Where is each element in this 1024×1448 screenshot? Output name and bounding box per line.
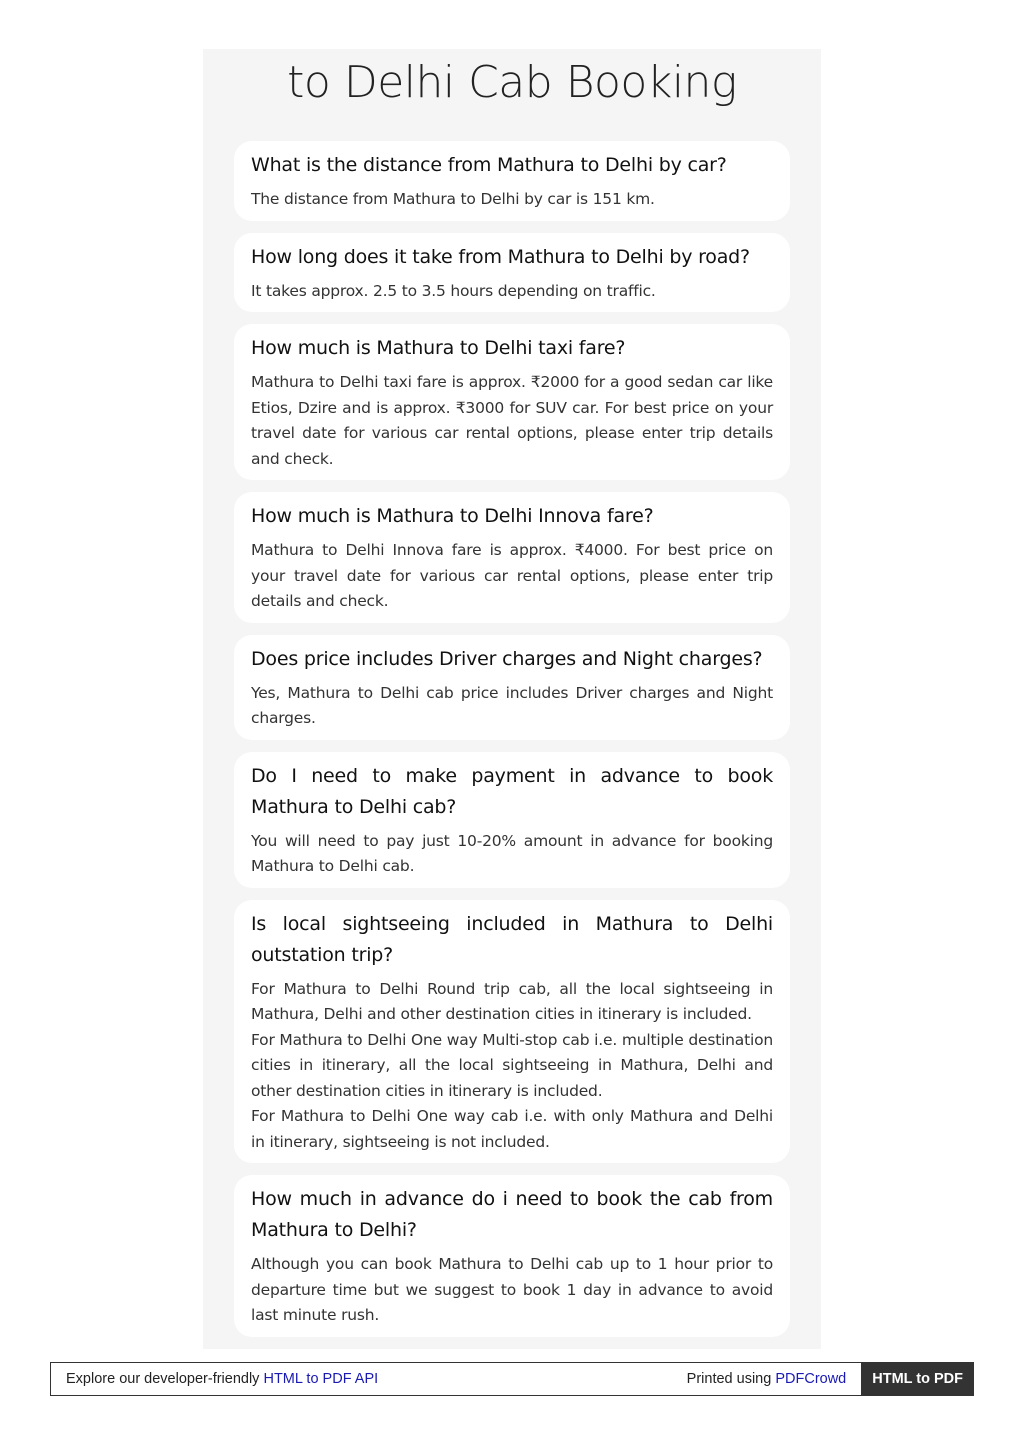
faq-question: Do I need to make payment in advance to book Mathura to Delhi cab? — [251, 764, 773, 818]
faq-answer-text: Although you can book Mathura to Delhi cab up to 1 hour prior to departure time but we suggest to book 1 day in advance to avoid last minute rush. — [251, 1255, 773, 1324]
faq-card — [234, 492, 790, 623]
faq-card — [234, 141, 790, 221]
page-sheet — [203, 49, 821, 1349]
html-to-pdf-api-link[interactable]: HTML to PDF API — [263, 1371, 379, 1387]
faq-card — [234, 752, 790, 888]
footer-printed — [687, 1371, 862, 1387]
html-to-pdf-badge[interactable]: HTML to PDF — [861, 1362, 974, 1396]
faq-question: What is the distance from Mathura to Delhi by car? — [251, 154, 727, 176]
faq-answer-text: For Mathura to Delhi One way Multi-stop cab i.e. multiple destination cities in itinerary, all the local sightseeing in Mathura, Delhi and other destination cities in itinerary is included. — [251, 1030, 773, 1100]
faq-answer — [251, 829, 773, 880]
pdfcrowd-link[interactable]: PDFCrowd — [775, 1371, 847, 1387]
faq-card — [234, 1175, 790, 1337]
faq-answer-text: You will need to pay just 10-20% amount in advance for booking Mathura to Delhi cab. — [251, 831, 773, 875]
faq-question: How much in advance do i need to book the cab from Mathura to Delhi? — [251, 1188, 773, 1241]
faq-answer-text: For Mathura to Delhi Round trip cab, all the local sightseeing in Mathura, Delhi and other destination cities in itinerary is included. — [251, 979, 773, 1023]
pdf-footer-bar — [50, 1362, 974, 1396]
faq-answer-text: Mathura to Delhi taxi fare is approx. ₹2000 for a good sedan car like Etios, Dzire and is approx. ₹3000 for SUV car. For best price on your travel date for various car rental options, please enter trip details and check. — [251, 373, 773, 468]
footer-explore — [51, 1371, 687, 1387]
faq-answer — [251, 1252, 773, 1329]
faq-question: Is local sightseeing included in Mathura to Delhi outstation trip? — [251, 912, 773, 966]
faq-card — [234, 324, 790, 480]
faq-answer-text: For Mathura to Delhi One way cab i.e. with only Mathura and Delhi in itinerary, sightseeing is not included. — [251, 1107, 773, 1151]
faq-question: Does price includes Driver charges and Night charges? — [251, 647, 763, 670]
faq-question: How long does it take from Mathura to Delhi by road? — [251, 245, 750, 268]
footer-printed-text: Printed using — [686, 1371, 776, 1387]
faq-answer — [251, 370, 773, 472]
faq-answer-text: Mathura to Delhi Innova fare is approx. ₹4000. For best price on your travel date for various car rental options, please enter trip details and check. — [251, 541, 773, 610]
faq-answer-text: It takes approx. 2.5 to 3.5 hours depending on traffic. — [251, 281, 656, 300]
faq-question: How much is Mathura to Delhi Innova fare? — [251, 505, 654, 527]
faq-list — [234, 141, 790, 1337]
faq-answer — [251, 681, 773, 732]
faq-question: How much is Mathura to Delhi taxi fare? — [251, 337, 626, 359]
faq-answer-text: The distance from Mathura to Delhi by car is 151 km. — [251, 190, 655, 208]
faq-card — [234, 900, 790, 1164]
page-title: to Delhi Cab Booking — [287, 57, 737, 108]
faq-answer — [251, 187, 773, 213]
faq-answer — [251, 977, 773, 1156]
faq-answer — [251, 279, 773, 305]
footer-explore-text: Explore our developer-friendly — [66, 1371, 264, 1387]
faq-card — [234, 635, 790, 740]
faq-card — [234, 233, 790, 313]
faq-answer — [251, 538, 773, 615]
faq-answer-text: Yes, Mathura to Delhi cab price includes Driver charges and Night charges. — [251, 683, 773, 727]
